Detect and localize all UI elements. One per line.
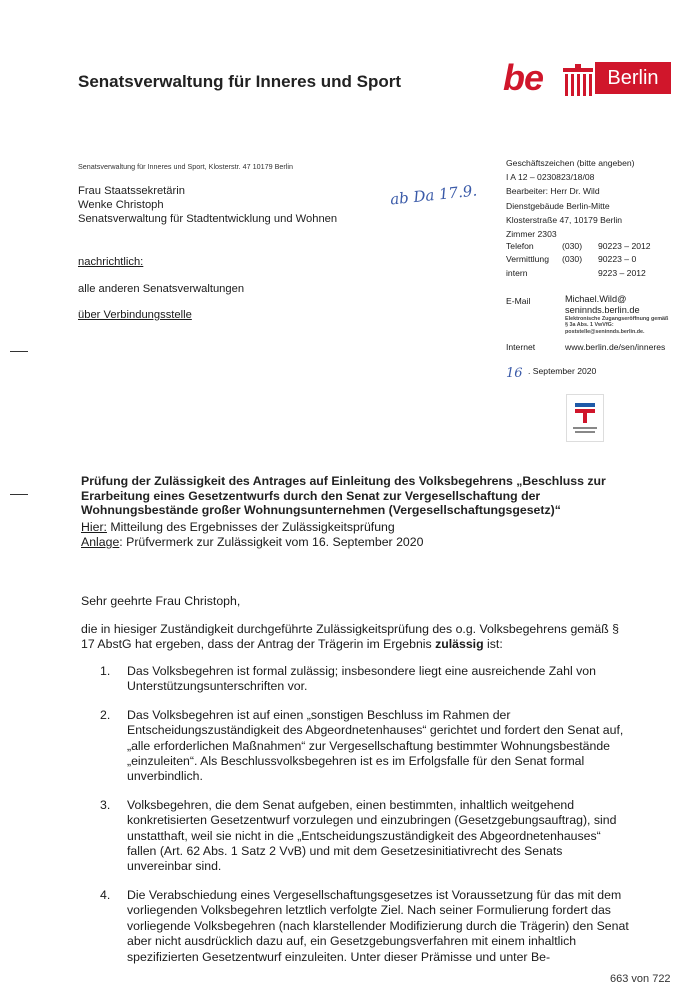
list-number: 1.	[100, 664, 111, 678]
recipient-line: Wenke Christoph	[78, 199, 164, 211]
intro-end: ist:	[483, 637, 503, 651]
recipient-line: Senatsverwaltung für Stadtentwicklung und Wohnen	[78, 213, 338, 225]
office-building: Dienstgebäude Berlin-Mitte	[506, 200, 610, 211]
findings-list	[100, 664, 630, 978]
phone-number: 90223 – 2012	[598, 241, 651, 251]
list-item	[100, 664, 630, 695]
page-number: 663 von 722	[610, 973, 671, 985]
intro-text: die in hiesiger Zuständigkeit durchgeführte Zulässigkeitsprüfung des o.g. Volksbegehrens gemäß § 17 AbstG hat ergeben, dass der Antrag der Trägerin im Ergebnis	[81, 622, 619, 651]
recipient-line: Frau Staatssekretärin	[78, 185, 185, 197]
via-office: über Verbindungsstelle	[78, 309, 192, 321]
list-text: Das Volksbegehren ist formal zulässig; insbesondere liegt eine ausreichende Zahl von Unterstützungsunterschriften vor.	[127, 664, 596, 694]
switchboard-prefix: (030)	[562, 254, 583, 265]
phone-block	[506, 240, 651, 280]
page-title: Senatsverwaltung für Inneres und Sport	[78, 72, 402, 91]
hier-label: Hier:	[81, 520, 107, 534]
email-note: Elektronische Zugangseröffnung gemäß	[565, 316, 669, 322]
email-block	[565, 294, 668, 335]
email-line: Michael.Wild@	[565, 294, 627, 304]
handwritten-day: 16	[506, 366, 523, 381]
fold-mark	[10, 351, 28, 352]
list-item	[100, 708, 630, 785]
email-label: E-Mail	[506, 296, 531, 306]
list-text: Das Volksbegehren ist auf einen „sonstigen Beschluss im Rahmen der Entscheidungszuständigkeit des Abgeordnetenhauses“ gerichtet und fordert den Senat auf, „alle erforderlichen Maßnahmen“ zur Vergesellschaftung bestimmter Wohnungsbestände „einzuleiten“. Als Beschlussvolksbegehren ist es im Erfolgsfalle für den Senat formal unverbindlich.	[127, 707, 624, 784]
internal-label: intern	[506, 267, 528, 278]
internet-label: Internet	[506, 342, 536, 352]
fold-mark	[10, 494, 28, 495]
intro-bold: zulässig	[435, 637, 484, 651]
list-text: Die Verabschiedung eines Vergesellschaftungsgesetzes ist Voraussetzung für das mit dem vorliegenden Volksbegehren letztlich verfolgte Ziel. Nach seiner Formulierung fordert das vorliegende Volksbegehren (nach klarstellender Modifizierung durch die Trägerin) den Senat aber nicht ausdrücklich dazu auf, ein Gesetzgebungsverfahren mit einem inhaltlich spezifizierten Gesetzentwurf einzuleiten. Unter dieser Prämisse und unter Be-	[127, 887, 629, 964]
email-line: seninnds.berlin.de	[565, 305, 640, 315]
email-note: poststelle@seninnds.berlin.de.	[565, 328, 645, 335]
certificate-seal-icon	[566, 394, 604, 442]
letter-date: . September 2020	[528, 366, 597, 376]
switchboard-label: Vermittlung	[506, 254, 549, 265]
reference-number: I A 12 – 0230823/18/08	[506, 172, 595, 183]
sender-address-line: Senatsverwaltung für Inneres und Sport, Klosterstr. 47 10179 Berlin	[78, 162, 293, 171]
berlin-logo	[503, 58, 671, 102]
subject-hier	[81, 520, 395, 535]
attachment-label: Anlage	[81, 535, 120, 549]
phone-label: Telefon	[506, 241, 534, 251]
cc-label: nachrichtlich:	[78, 256, 144, 268]
intro-paragraph	[81, 622, 621, 652]
phone-prefix: (030)	[562, 241, 583, 251]
email-note: § 3a Abs. 1 VwVfG:	[565, 322, 614, 329]
logo-city: Berlin	[595, 62, 671, 94]
recipient-block	[78, 184, 337, 226]
switchboard-number: 90223 – 0	[598, 254, 637, 265]
subject-attachment	[81, 535, 423, 550]
reference-label: Geschäftszeichen (bitte angeben)	[506, 158, 635, 168]
list-number: 4.	[100, 887, 111, 902]
list-text: Volksbegehren, die dem Senat aufgeben, einen bestimmten, inhaltlich weitgehend konkretisierten Gesetzentwurf vorzulegen und einzubringen (Gesetzgebungsauftrag), sind unstatthaft, weil sie nicht in die „Entscheidungszuständigkeit des Abgeordnetenhauses“ fallen (Art. 62 Abs. 1 Satz 2 VvB) und mit dem Gesetzesinitiativrecht des Senats unvereinbar sind.	[127, 797, 617, 874]
salutation: Sehr geehrte Frau Christoph,	[81, 594, 241, 608]
list-item	[100, 798, 630, 875]
list-number: 2.	[100, 707, 111, 722]
list-item	[100, 888, 630, 965]
office-address: Klosterstraße 47, 10179 Berlin	[506, 214, 623, 225]
internal-number: 9223 – 2012	[598, 267, 646, 278]
reference-info	[506, 156, 686, 241]
clerk: Bearbeiter: Herr Dr. Wild	[506, 186, 600, 197]
logo-prefix: be	[503, 57, 544, 98]
letter-subject: Prüfung der Zulässigkeit des Antrages auf Einleitung des Volksbegehrens „Beschluss zur Erarbeitung eines Gesetzentwurfs durch den Senat zur Vergesellschaftung der Wohnungsbestände großer Wohnungsunternehmen (Vergesellschaftungsgesetz)“	[81, 474, 606, 517]
handwritten-note: ab Da 17.9.	[389, 181, 478, 209]
attachment-text: : Prüfvermerk zur Zulässigkeit vom 16. September 2020	[119, 535, 424, 549]
room: Zimmer 2303	[506, 229, 557, 240]
list-number: 3.	[100, 797, 111, 812]
cc-recipients: alle anderen Senatsverwaltungen	[78, 283, 245, 295]
brandenburg-gate-icon	[563, 64, 593, 98]
internet-url: www.berlin.de/sen/inneres	[565, 342, 666, 352]
hier-text: Mitteilung des Ergebnisses der Zulässigkeitsprüfung	[106, 520, 395, 534]
